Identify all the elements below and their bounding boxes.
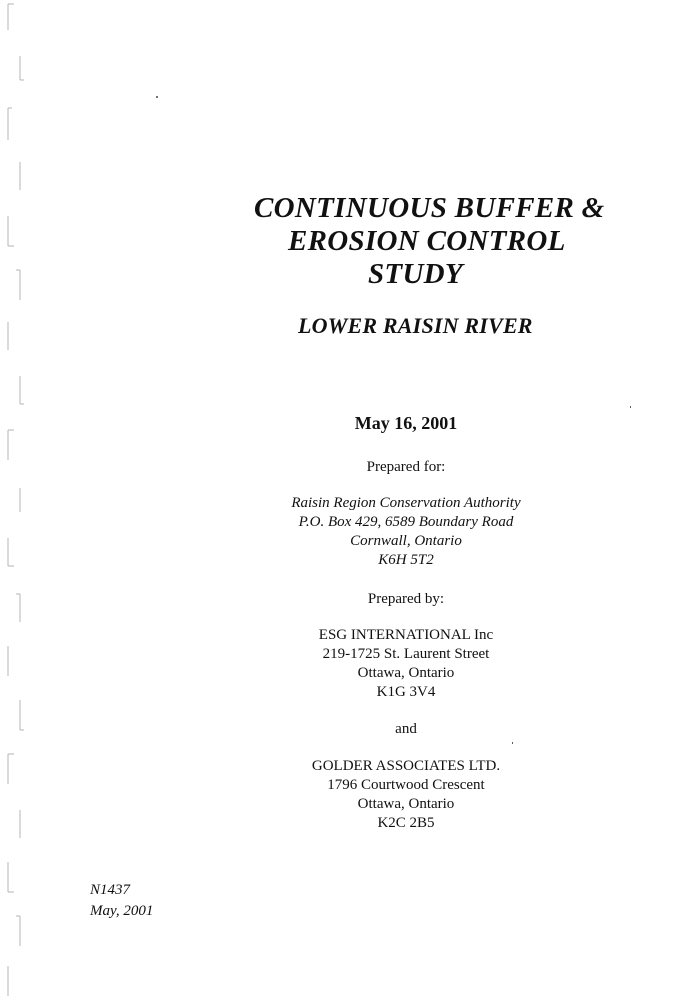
scan-speck bbox=[156, 96, 158, 98]
document-footer bbox=[90, 880, 153, 922]
scan-speck bbox=[630, 406, 631, 408]
report-subtitle: LOWER RAISIN RIVER bbox=[298, 313, 533, 338]
report-title-line-3: STUDY bbox=[368, 258, 463, 290]
client-postal-code: K6H 5T2 bbox=[378, 552, 434, 568]
consultant-1-city: Ottawa, Ontario bbox=[357, 665, 455, 681]
consultant-1-address bbox=[260, 626, 552, 702]
report-date: May 16, 2001 bbox=[354, 413, 458, 433]
client-street: P.O. Box 429, 6589 Boundary Road bbox=[298, 514, 514, 530]
document-code: N1437 bbox=[90, 882, 131, 898]
client-city: Cornwall, Ontario bbox=[350, 533, 462, 549]
consultant-2-city: Ottawa, Ontario bbox=[357, 796, 455, 812]
footer-date: May, 2001 bbox=[90, 903, 154, 919]
consultant-2-name: GOLDER ASSOCIATES LTD. bbox=[311, 758, 501, 774]
prepared-for-label: Prepared for: bbox=[366, 459, 446, 475]
consultant-1-name: ESG INTERNATIONAL Inc bbox=[318, 627, 494, 643]
prepared-by-label: Prepared by: bbox=[367, 591, 445, 607]
consultant-1-street: 219-1725 St. Laurent Street bbox=[322, 646, 490, 662]
report-title-line-2: EROSION CONTROL bbox=[288, 225, 566, 257]
consultant-2-street: 1796 Courtwood Crescent bbox=[327, 777, 485, 793]
consultant-1-postal-code: K1G 3V4 bbox=[376, 684, 436, 700]
report-title-line-1: CONTINUOUS BUFFER & bbox=[254, 192, 605, 224]
and-connector: and bbox=[395, 721, 417, 737]
client-name: Raisin Region Conservation Authority bbox=[291, 495, 521, 511]
consultant-2-address bbox=[260, 757, 552, 833]
prepared-for-address bbox=[260, 494, 552, 570]
scan-speck bbox=[512, 742, 513, 744]
consultant-2-postal-code: K2C 2B5 bbox=[377, 815, 435, 831]
binding-marks bbox=[4, 0, 34, 1000]
